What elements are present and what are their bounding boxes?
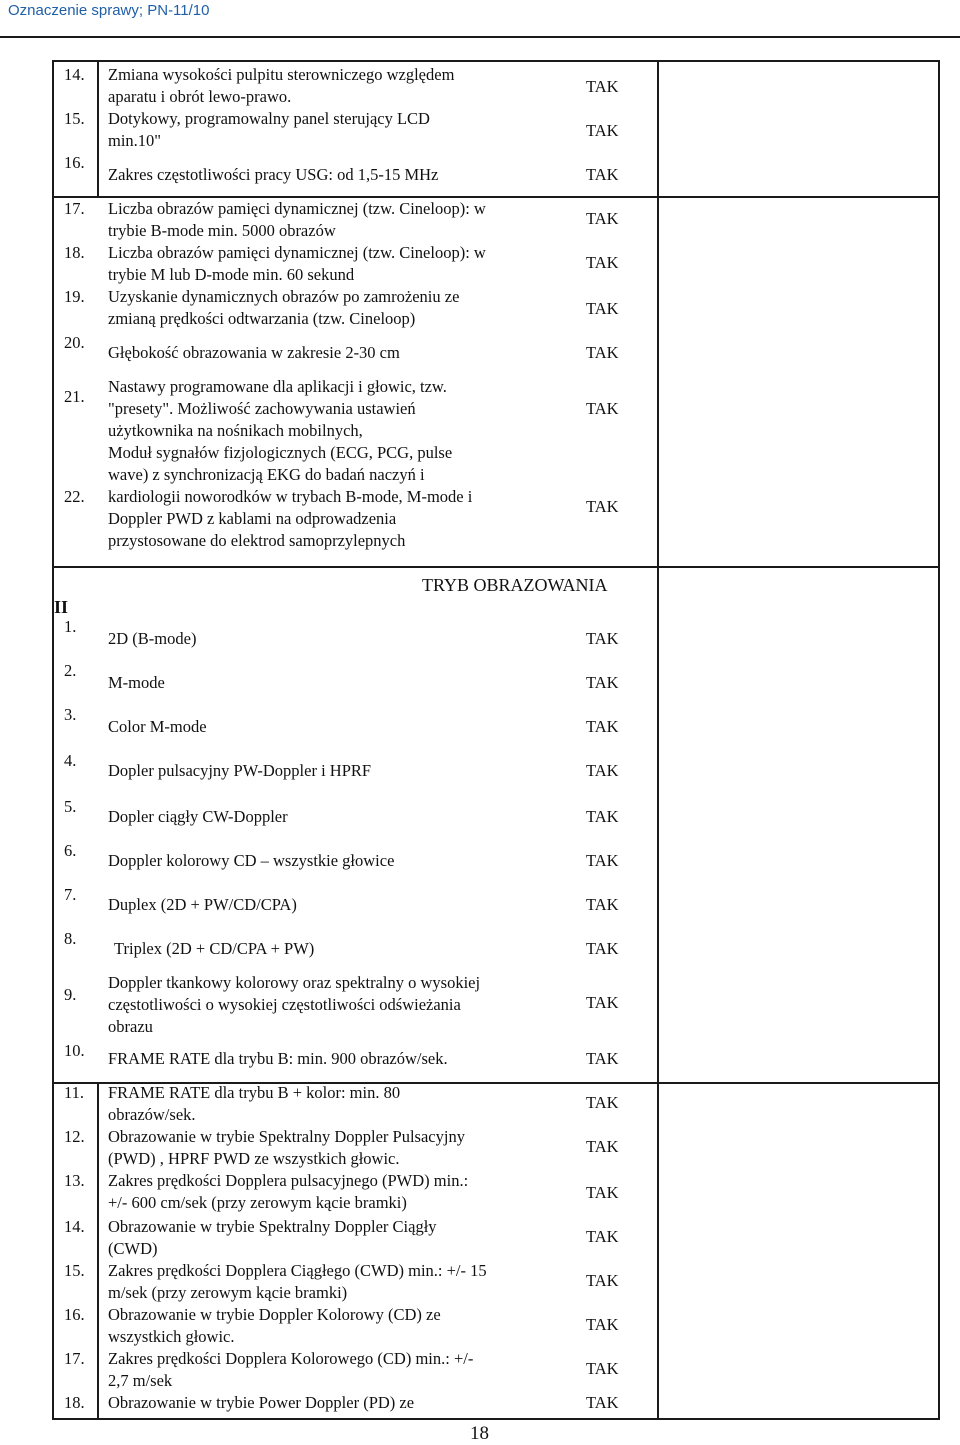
row-number: 9. (64, 985, 77, 1004)
column-divider (97, 60, 99, 196)
row-number: 21. (64, 387, 85, 406)
row-text-line: obrazów/sek. (108, 1105, 196, 1124)
row-number: 14. (64, 65, 85, 84)
row-text-line: Zakres prędkości Dopplera Kolorowego (CD) min.: +/- (108, 1349, 474, 1368)
compliance-value: TAK (586, 399, 619, 418)
row-text-line: M-mode (108, 673, 165, 692)
row-number: 6. (64, 841, 77, 860)
row-text-line: (PWD) , HPRF PWD ze wszystkich głowic. (108, 1149, 400, 1168)
row-text-line: użytkownika na nośnikach mobilnych, (108, 421, 363, 440)
compliance-value: TAK (586, 1093, 619, 1112)
compliance-value: TAK (586, 299, 619, 318)
compliance-value: TAK (586, 761, 619, 780)
row-text-line: Uzyskanie dynamicznych obrazów po zamrożeniu ze (108, 287, 460, 306)
row-text-line: 2,7 m/sek (108, 1371, 173, 1390)
row-text-line: Zmiana wysokości pulpitu sterowniczego względem (108, 65, 455, 84)
document-reference: Oznaczenie sprawy; PN-11/10 (8, 2, 210, 19)
row-number: 16. (64, 153, 85, 172)
compliance-value: TAK (586, 629, 619, 648)
row-number: 3. (64, 705, 77, 724)
row-number: 11. (64, 1083, 85, 1102)
row-text-line: Color M-mode (108, 717, 207, 736)
row-text-line: kardiologii noworodków w trybach B-mode, M-mode i (108, 487, 473, 506)
row-text-line: trybie M lub D-mode min. 60 sekund (108, 265, 355, 284)
row-number: 2. (64, 661, 77, 680)
row-text-line: Obrazowanie w trybie Power Doppler (PD) ze (108, 1393, 415, 1412)
compliance-value: TAK (586, 1393, 619, 1412)
row-number: 18. (64, 243, 85, 262)
row-text-line: trybie B-mode min. 5000 obrazów (108, 221, 336, 240)
compliance-value: TAK (586, 497, 619, 516)
row-number: 15. (64, 109, 85, 128)
compliance-value: TAK (586, 807, 619, 826)
row-text-line: przystosowane do elektrod samoprzylepnych (108, 531, 406, 550)
row-text-line: FRAME RATE dla trybu B + kolor: min. 80 (108, 1083, 401, 1102)
compliance-value: TAK (586, 343, 619, 362)
row-number: 20. (64, 333, 85, 352)
row-text-line: Nastawy programowane dla aplikacji i głowic, tzw. (108, 377, 447, 396)
row-number: 8. (64, 929, 77, 948)
row-text-line: m/sek (przy zerowym kącie bramki) (108, 1283, 348, 1302)
row-number: 7. (64, 885, 77, 904)
row-number: 22. (64, 487, 85, 506)
section-title: TRYB OBRAZOWANIA (422, 575, 608, 595)
compliance-value: TAK (586, 1271, 619, 1290)
compliance-value: TAK (586, 1359, 619, 1378)
header-rule (0, 36, 960, 38)
row-number: 16. (64, 1305, 85, 1324)
compliance-value: TAK (586, 1049, 619, 1068)
row-number: 1. (64, 617, 77, 636)
row-number: 5. (64, 797, 77, 816)
row-text-line: Dotykowy, programowalny panel sterujący LCD (108, 109, 430, 128)
row-text-line: "presety". Możliwość zachowywania ustawień (108, 399, 416, 418)
row-text-line: Zakres prędkości Dopplera pulsacyjnego (PWD) min.: (108, 1171, 469, 1190)
row-text-line: Głębokość obrazowania w zakresie 2-30 cm (108, 343, 400, 362)
row-number: 17. (64, 1349, 85, 1368)
row-text-line: Liczba obrazów pamięci dynamicznej (tzw. Cineloop): w (108, 199, 486, 218)
row-text-line: obrazu (108, 1017, 153, 1036)
row-text-line: Doppler tkankowy kolorowy oraz spektralny o wysokiej (108, 973, 481, 992)
compliance-value: TAK (586, 939, 619, 958)
row-text-line: wave) z synchronizacją EKG do badań naczyń i (108, 465, 425, 484)
row-text-line: Doppler PWD z kablami na odprowadzenia (108, 509, 397, 528)
row-text-line: Obrazowanie w trybie Spektralny Doppler Ciągły (108, 1217, 437, 1236)
compliance-value: TAK (586, 121, 619, 140)
compliance-value: TAK (586, 77, 619, 96)
row-text-line: zmianą prędkości odtwarzania (tzw. Cineloop) (108, 309, 416, 328)
row-text-line: Doppler kolorowy CD – wszystkie głowice (108, 851, 395, 870)
row-text-line: (CWD) (108, 1239, 158, 1258)
compliance-value: TAK (586, 895, 619, 914)
row-text-line: min.10" (108, 131, 162, 150)
row-number: 4. (64, 751, 77, 770)
row-text-line: Zakres prędkości Dopplera Ciągłego (CWD) min.: +/- 15 (108, 1261, 487, 1280)
row-text-line: Duplex (2D + PW/CD/CPA) (108, 895, 297, 914)
row-text-line: Dopler ciągły CW-Doppler (108, 807, 288, 826)
row-number: 13. (64, 1171, 85, 1190)
row-text-line: +/- 600 cm/sek (przy zerowym kącie bramki) (108, 1193, 407, 1212)
compliance-value: TAK (586, 993, 619, 1012)
section-number: II (54, 597, 69, 617)
column-divider (657, 60, 659, 566)
row-text-line: Obrazowanie w trybie Spektralny Doppler Pulsacyjny (108, 1127, 465, 1146)
row-text-line: Liczba obrazów pamięci dynamicznej (tzw. Cineloop): w (108, 243, 486, 262)
row-number: 15. (64, 1261, 85, 1280)
compliance-value: TAK (586, 851, 619, 870)
row-number: 19. (64, 287, 85, 306)
column-divider (657, 566, 659, 1082)
compliance-value: TAK (586, 717, 619, 736)
row-text-line: aparatu i obrót lewo-prawo. (108, 87, 292, 106)
page-number: 18 (470, 1423, 489, 1444)
row-text-line: Moduł sygnałów fizjologicznych (ECG, PCG, pulse (108, 443, 453, 462)
compliance-value: TAK (586, 253, 619, 272)
row-number: 18. (64, 1393, 85, 1412)
row-text-line: Triplex (2D + CD/CPA + PW) (114, 939, 315, 958)
compliance-value: TAK (586, 673, 619, 692)
table-divider (52, 566, 940, 568)
column-divider (97, 1082, 99, 1420)
row-number: 12. (64, 1127, 85, 1146)
row-text-line: FRAME RATE dla trybu B: min. 900 obrazów/sek. (108, 1049, 448, 1068)
compliance-value: TAK (586, 1315, 619, 1334)
compliance-value: TAK (586, 1137, 619, 1156)
compliance-value: TAK (586, 209, 619, 228)
compliance-value: TAK (586, 1183, 619, 1202)
column-divider (657, 1082, 659, 1420)
row-text-line: 2D (B-mode) (108, 629, 197, 648)
row-number: 14. (64, 1217, 85, 1236)
row-text-line: Obrazowanie w trybie Doppler Kolorowy (CD) ze (108, 1305, 441, 1324)
compliance-value: TAK (586, 1227, 619, 1246)
row-text-line: częstotliwości o wysokiej częstotliwości odświeżania (108, 995, 461, 1014)
row-text-line: Zakres częstotliwości pracy USG: od 1,5-15 MHz (108, 165, 439, 184)
row-text-line: Dopler pulsacyjny PW-Doppler i HPRF (108, 761, 372, 780)
compliance-value: TAK (586, 165, 619, 184)
row-text-line: wszystkich głowic. (108, 1327, 235, 1346)
row-number: 17. (64, 199, 85, 218)
row-number: 10. (64, 1041, 85, 1060)
